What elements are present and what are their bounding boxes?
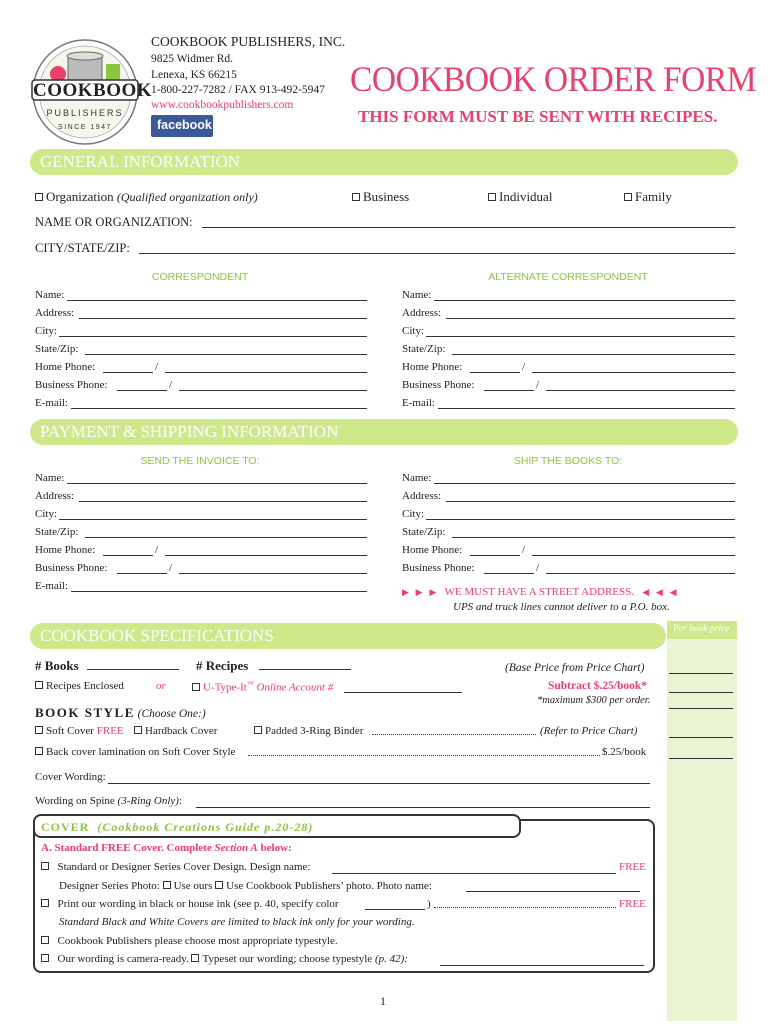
invoice-home-area-code-field[interactable]	[103, 546, 153, 556]
camera-ready-checkbox[interactable]	[41, 954, 49, 962]
city-state-zip-label: CITY/STATE/ZIP:	[35, 241, 130, 255]
spine-wording-label: Wording on Spine	[35, 795, 115, 807]
payment-heading: PAYMENT & SHIPPING INFORMATION	[40, 422, 339, 441]
soft-cover-free: FREE	[96, 725, 124, 737]
book-style-row	[35, 705, 206, 719]
use-cp-photo-checkbox[interactable]	[215, 881, 223, 889]
alternate-city-field[interactable]	[426, 327, 735, 337]
cp-choose-row	[41, 935, 338, 949]
correspondent-email-field[interactable]	[71, 399, 367, 409]
padded-leader-dots	[372, 734, 536, 735]
ship-name-label: Name:	[402, 472, 432, 484]
invoice-email-field[interactable]	[71, 582, 367, 592]
designer-photo-label: Designer Series Photo:	[59, 880, 160, 892]
choose-one-label: (Choose One:)	[137, 708, 206, 720]
correspondent-business-area-code-field[interactable]	[117, 381, 167, 391]
invoice-home-label: Home Phone:	[35, 544, 96, 556]
org-type-row	[35, 189, 258, 203]
page-number: 1	[380, 994, 386, 1008]
alternate-name-label: Name:	[402, 289, 432, 301]
section-a-end: below:	[260, 842, 292, 854]
trademark-symbol: ™	[246, 680, 254, 688]
alternate-home-label: Home Phone:	[402, 361, 463, 373]
cover-wording-label: Cover Wording:	[35, 771, 106, 783]
print-ink-free: FREE	[619, 898, 646, 910]
correspondent-name-label: Name:	[35, 289, 65, 301]
alternate-state-label: State/Zip:	[402, 343, 446, 355]
section-a-em: Section A	[214, 842, 258, 854]
specs-band	[30, 623, 666, 649]
correspondent-name-field[interactable]	[67, 291, 367, 301]
online-account-field[interactable]	[344, 683, 462, 693]
invoice-business-slash: /	[169, 562, 173, 574]
alternate-business-number-field[interactable]	[546, 381, 735, 391]
arrow-right-icon: ▶ ▶ ▶	[402, 587, 437, 597]
logo-arc-text: PUBLISHERS	[46, 108, 124, 118]
base-price-field[interactable]	[669, 664, 733, 674]
ship-business-label: Business Phone:	[402, 562, 475, 574]
typeset-page: (p. 42):	[374, 953, 408, 965]
business-option	[352, 189, 409, 203]
soft-cover-checkbox[interactable]	[35, 726, 43, 734]
cover-tab	[33, 814, 521, 838]
ship-heading: SHIP THE BOOKS TO:	[513, 455, 623, 467]
alternate-email-field[interactable]	[438, 399, 735, 409]
cover-heading-text: COVER	[41, 820, 90, 834]
correspondent-business-slash: /	[169, 379, 173, 391]
logo-since: SINCE 1947	[58, 124, 112, 131]
correspondent-heading: CORRESPONDENT	[151, 271, 249, 283]
ship-home-area-code-field[interactable]	[470, 546, 520, 556]
ship-city-label: City:	[402, 508, 425, 520]
specs-heading: COOKBOOK SPECIFICATIONS	[40, 626, 274, 645]
logo-wordmark: COOKBOOK	[33, 80, 153, 101]
use-ours-label: Use ours	[173, 880, 213, 892]
print-ink-checkbox[interactable]	[41, 899, 49, 907]
invoice-city-label: City:	[35, 508, 58, 520]
soft-cover-option	[35, 725, 124, 739]
invoice-address-field[interactable]	[79, 492, 367, 502]
ship-state-label: State/Zip:	[402, 526, 446, 538]
book-style-label: BOOK STYLE	[35, 705, 135, 720]
or-label: or	[156, 680, 166, 692]
lamination-leader-dots	[248, 755, 600, 756]
name-org-field[interactable]	[202, 218, 735, 228]
alternate-name-field[interactable]	[434, 291, 735, 301]
organization-note: (Qualified organization only)	[116, 190, 258, 204]
invoice-address-label: Address:	[35, 490, 75, 502]
company-name: COOKBOOK PUBLISHERS, INC.	[151, 34, 346, 49]
standard-design-checkbox[interactable]	[41, 862, 49, 870]
ship-business-slash: /	[536, 562, 540, 574]
alternate-home-area-code-field[interactable]	[470, 363, 520, 373]
per-book-header	[667, 621, 737, 639]
invoice-state-field[interactable]	[85, 528, 367, 538]
print-ink-row	[41, 898, 339, 912]
alternate-home-number-field[interactable]	[532, 363, 735, 373]
alternate-address-label: Address:	[402, 307, 442, 319]
correspondent-home-slash: /	[155, 361, 159, 373]
standard-bw-note: Standard Black and White Covers are limited to black ink only for your wording.	[59, 916, 415, 928]
utypeit-label: U-Type-It	[203, 681, 247, 694]
recipes-row	[196, 658, 248, 672]
recipes-label: # Recipes	[196, 658, 249, 673]
alternate-email-label: E-mail:	[402, 397, 435, 409]
soft-cover-label: Soft Cover	[46, 725, 94, 737]
ship-home-label: Home Phone:	[402, 544, 463, 556]
typeset-checkbox[interactable]	[191, 954, 199, 962]
design-name-field[interactable]	[332, 864, 616, 874]
invoice-home-number-field[interactable]	[165, 546, 367, 556]
subtract-field[interactable]	[669, 683, 733, 693]
books-row	[35, 658, 79, 672]
alternate-city-label: City:	[402, 325, 425, 337]
ship-home-number-field[interactable]	[532, 546, 735, 556]
book-style-price-field[interactable]	[669, 728, 733, 738]
general-info-heading: GENERAL INFORMATION	[40, 152, 241, 171]
spine-wording-row	[35, 795, 182, 809]
designer-photo-row	[59, 880, 432, 894]
city-state-zip-field[interactable]	[139, 244, 735, 254]
organization-checkbox[interactable]	[35, 193, 43, 201]
correspondent-home-number-field[interactable]	[165, 363, 367, 373]
individual-option	[488, 189, 552, 203]
individual-checkbox[interactable]	[488, 193, 496, 201]
family-option	[624, 189, 672, 203]
cp-choose-checkbox[interactable]	[41, 936, 49, 944]
alternate-business-slash: /	[536, 379, 540, 391]
spine-wording-field[interactable]	[196, 798, 650, 808]
lamination-option	[35, 746, 235, 760]
spine-wording-note: (3-Ring Only)	[117, 795, 179, 807]
correspondent-business-number-field[interactable]	[179, 381, 367, 391]
ship-home-slash: /	[522, 544, 526, 556]
business-checkbox[interactable]	[352, 193, 360, 201]
ship-state-field[interactable]	[452, 528, 735, 538]
correspondent-email-label: E-mail:	[35, 397, 68, 409]
company-website[interactable]: www.cookbookpublishers.com	[151, 99, 294, 111]
invoice-business-area-code-field[interactable]	[117, 564, 167, 574]
per-book-column	[667, 621, 737, 1021]
invoice-email-label: E-mail:	[35, 580, 68, 592]
family-label: Family	[635, 189, 672, 204]
hardback-checkbox[interactable]	[134, 726, 142, 734]
invoice-home-slash: /	[155, 544, 159, 556]
use-cp-photo-label: Use Cookbook Publishers’ photo. Photo name:	[226, 880, 432, 892]
correspondent-city-label: City:	[35, 325, 58, 337]
page-title: COOKBOOK ORDER FORM	[350, 59, 757, 99]
individual-label: Individual	[499, 189, 553, 204]
standard-design-free: FREE	[619, 861, 646, 873]
facebook-badge[interactable]	[151, 115, 213, 137]
print-ink-label: Print our wording in black or house ink (see p. 40, specify color	[57, 898, 339, 910]
company-phone: 1-800-227-7282 / FAX 913-492-5947	[151, 84, 325, 96]
correspondent-state-label: State/Zip:	[35, 343, 79, 355]
alternate-home-slash: /	[522, 361, 526, 373]
maximum-note: *maximum $300 per order.	[537, 695, 651, 706]
standard-design-row	[41, 861, 310, 875]
hardback-option	[134, 725, 217, 739]
business-label: Business	[363, 189, 410, 204]
ups-note: UPS and truck lines cannot deliver to a P.O. box.	[453, 601, 670, 613]
cover-heading-note: (Cookbook Creations Guide p.20-28)	[97, 820, 314, 834]
padded-binder-option	[254, 725, 363, 739]
correspondent-home-label: Home Phone:	[35, 361, 96, 373]
lamination-checkbox[interactable]	[35, 747, 43, 755]
recipes-enclosed-checkbox[interactable]	[35, 681, 43, 689]
ship-name-field[interactable]	[434, 474, 735, 484]
correspondent-address-label: Address:	[35, 307, 75, 319]
family-checkbox[interactable]	[624, 193, 632, 201]
invoice-business-label: Business Phone:	[35, 562, 108, 574]
invoice-state-label: State/Zip:	[35, 526, 79, 538]
recipes-field[interactable]	[259, 660, 351, 670]
per-book-label: Per book price	[673, 624, 730, 634]
ship-address-label: Address:	[402, 490, 442, 502]
page-subtitle: THIS FORM MUST BE SENT WITH RECIPES.	[358, 107, 718, 126]
general-info-band	[30, 149, 738, 175]
section-a-heading	[41, 842, 292, 856]
utypeit-checkbox[interactable]	[192, 683, 200, 691]
invoice-name-field[interactable]	[67, 474, 367, 484]
camera-ready-row	[41, 953, 408, 967]
arrow-left-icon: ◀ ◀ ◀	[642, 587, 677, 597]
street-address-text: WE MUST HAVE A STREET ADDRESS.	[444, 586, 634, 598]
typeset-label: Typeset our wording; choose typestyle	[202, 953, 373, 965]
spine-colon: :	[178, 795, 182, 807]
correspondent-business-label: Business Phone:	[35, 379, 108, 391]
lamination-label: Back cover lamination on Soft Cover Style	[46, 746, 236, 758]
refer-price-chart: (Refer to Price Chart)	[540, 725, 638, 737]
invoice-heading: SEND THE INVOICE TO:	[140, 455, 260, 467]
use-ours-checkbox[interactable]	[163, 881, 171, 889]
payment-band	[30, 419, 738, 445]
ship-business-area-code-field[interactable]	[484, 564, 534, 574]
alternate-business-label: Business Phone:	[402, 379, 475, 391]
online-account-label: Online Account #	[256, 681, 334, 694]
recipes-enclosed-label: Recipes Enclosed	[46, 680, 124, 692]
base-price-label: (Base Price from Price Chart)	[505, 662, 645, 674]
lamination-price: $.25/book	[602, 746, 647, 758]
camera-ready-label: Our wording is camera-ready.	[57, 953, 189, 965]
alternate-business-area-code-field[interactable]	[484, 381, 534, 391]
lamination-price-field[interactable]	[669, 749, 733, 759]
correspondent-city-field[interactable]	[59, 327, 367, 337]
correspondent-address-field[interactable]	[79, 309, 367, 319]
company-address-1: 9825 Widmer Rd.	[151, 53, 234, 65]
cover-heading	[41, 820, 313, 835]
invoice-name-label: Name:	[35, 472, 65, 484]
padded-binder-label: Padded 3-Ring Binder	[265, 725, 364, 737]
typestyle-field[interactable]	[440, 956, 644, 966]
facebook-label: facebook	[157, 118, 212, 132]
alternate-address-field[interactable]	[446, 309, 735, 319]
utypeit-row	[192, 680, 333, 694]
subtract-label: Subtract $.25/book*	[548, 680, 648, 692]
cover-wording-field[interactable]	[108, 774, 650, 784]
organization-label: Organization	[46, 189, 114, 204]
books-label: # Books	[35, 658, 79, 673]
name-org-label: NAME OR ORGANIZATION:	[35, 215, 193, 229]
ship-business-number-field[interactable]	[546, 564, 735, 574]
ship-city-field[interactable]	[426, 510, 735, 520]
hardback-label: Hardback Cover	[145, 725, 218, 737]
company-address-2: Lenexa, KS 66215	[151, 69, 237, 81]
books-field[interactable]	[87, 660, 179, 670]
alternate-correspondent-heading: ALTERNATE CORRESPONDENT	[488, 271, 648, 283]
section-a-text: A. Standard FREE Cover. Complete	[41, 842, 212, 854]
subtotal-field[interactable]	[669, 699, 733, 709]
print-ink-close: )	[427, 898, 431, 910]
ink-color-field[interactable]	[365, 900, 425, 910]
invoice-city-field[interactable]	[59, 510, 367, 520]
print-ink-leader-dots	[434, 907, 616, 908]
street-address-note	[402, 586, 736, 598]
photo-name-field[interactable]	[466, 882, 640, 892]
correspondent-state-field[interactable]	[85, 345, 367, 355]
correspondent-home-area-code-field[interactable]	[103, 363, 153, 373]
standard-design-label: Standard or Designer Series Cover Design. Design name:	[57, 861, 311, 873]
padded-binder-checkbox[interactable]	[254, 726, 262, 734]
ship-address-field[interactable]	[446, 492, 735, 502]
cp-choose-label: Cookbook Publishers please choose most appropriate typestyle.	[57, 935, 338, 947]
invoice-business-number-field[interactable]	[179, 564, 367, 574]
alternate-state-field[interactable]	[452, 345, 735, 355]
recipes-enclosed-row	[35, 680, 124, 694]
